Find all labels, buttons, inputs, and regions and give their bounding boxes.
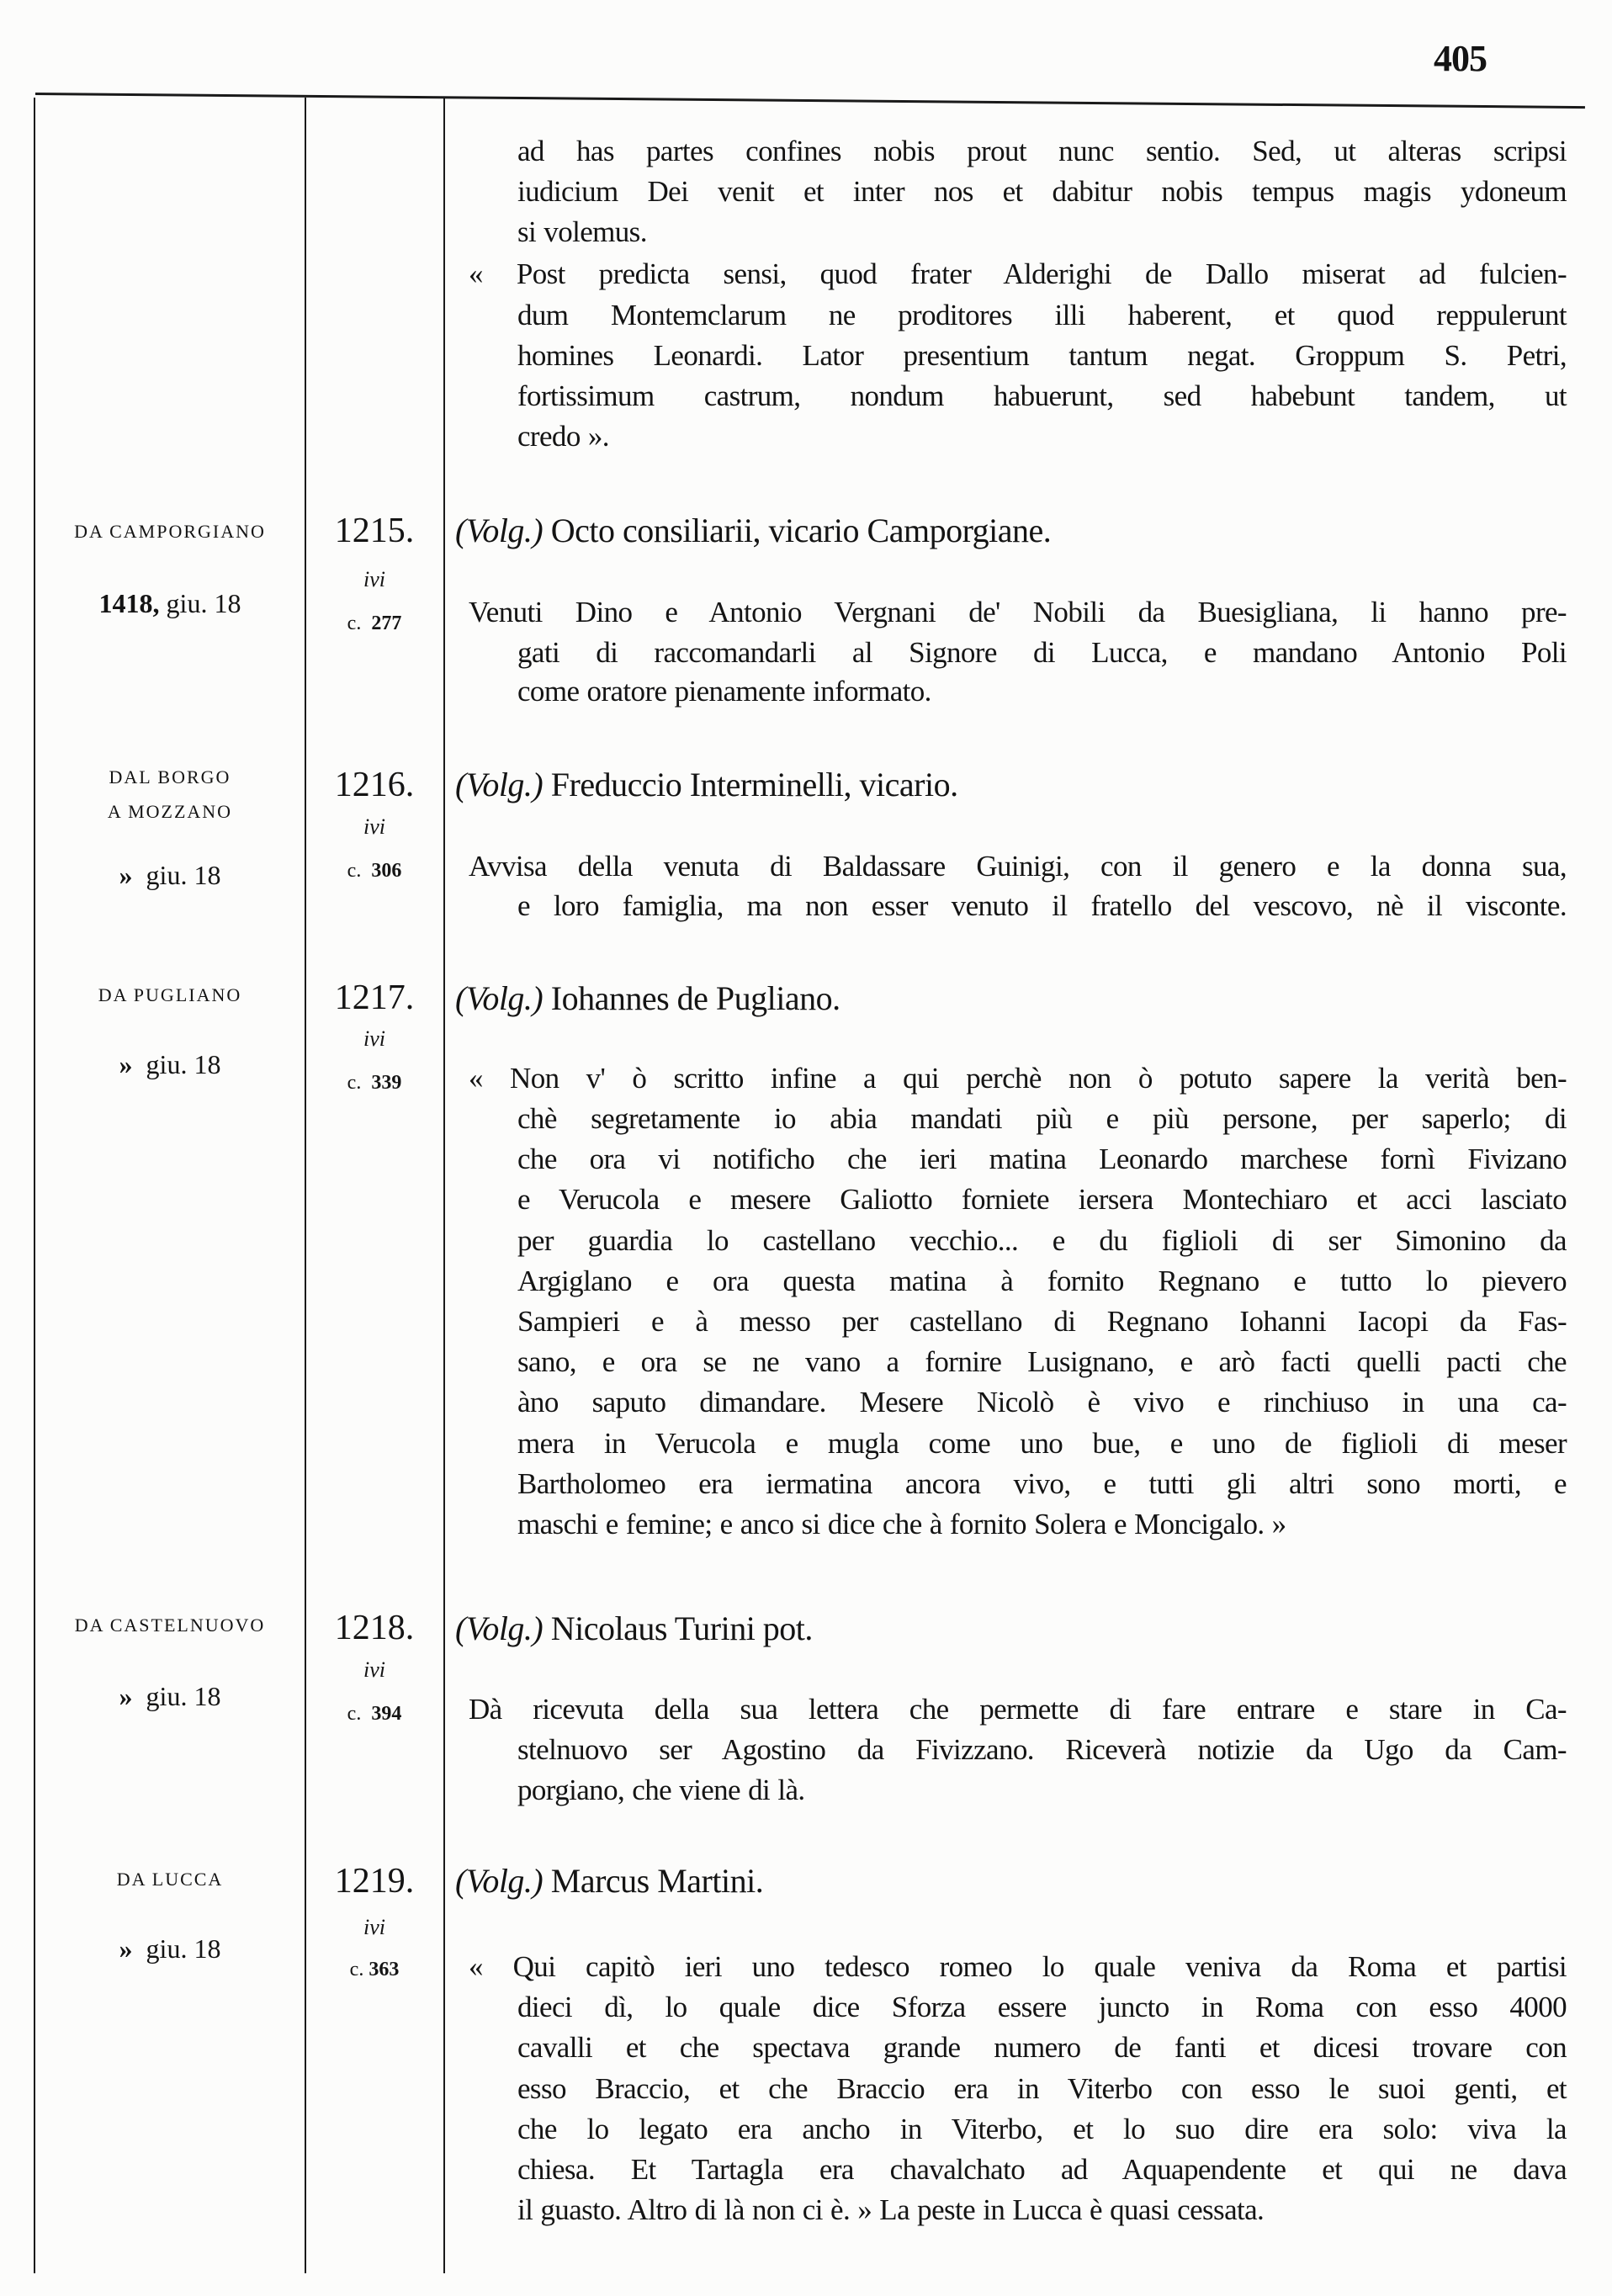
date-day: giu. 18 <box>146 1681 221 1711</box>
text-line: homines Leonardi. Lator presentium tantum negat. Groppum S. Petri, <box>517 339 1567 372</box>
date-label <box>37 1679 303 1713</box>
entry-number: 1216. <box>334 766 415 804</box>
text-line: « Non v' ò scritto infine a qui perchè non ò potuto sapere la verità ben- <box>469 1062 1567 1095</box>
ivi-label: ivi <box>363 567 385 591</box>
carte-prefix: c. <box>347 1703 362 1725</box>
carte-prefix: c. <box>347 860 362 882</box>
text-line: Bartholomeo era iermatina ancora vivo, e tutti gli altri sono morti, e <box>517 1467 1567 1500</box>
column-rule-left <box>34 98 35 2273</box>
text-line: ad has partes confines nobis prout nunc sentio. Sed, ut alteras scripsi <box>517 135 1567 167</box>
volg-tag: (Volg.) <box>455 1609 544 1647</box>
carte-prefix: c. <box>347 612 362 634</box>
ditto-mark: » <box>119 1933 133 1964</box>
text-line: Venuti Dino e Antonio Vergnani de' Nobili da Buesigliana, li hanno pre- <box>469 596 1567 628</box>
place-label-line1: DAL BORGO <box>109 766 231 787</box>
top-rule <box>35 93 1585 109</box>
text-line: gati di raccomandarli al Signore di Lucca, e mandano Antonio Poli <box>517 636 1567 669</box>
text-line: Dà ricevuta della sua lettera che permette di fare entrare e stare in Ca- <box>469 1693 1567 1726</box>
volg-tag: (Volg.) <box>455 979 544 1017</box>
carte-value: 394 <box>371 1703 402 1725</box>
text-line: Argiglano e ora questa matina à fornito Regnano e tutto lo pievero <box>517 1265 1567 1297</box>
text-line: chè segretamente io abia mandati più e più persone, per saperlo; di <box>517 1102 1567 1135</box>
carte-prefix: c. <box>349 1959 364 1980</box>
date-year: 1418, <box>98 588 160 618</box>
ditto-mark: » <box>119 860 133 890</box>
text-line: maschi e femine; e anco si dice che à fornito Solera e Moncigalo. » <box>517 1508 1286 1540</box>
ditto-mark: » <box>119 1681 133 1711</box>
ivi-label: ivi <box>363 814 385 839</box>
column-rule-right <box>443 98 445 2273</box>
place-label-line2: A MOZZANO <box>107 801 233 822</box>
text-line: porgiano, che viene di là. <box>517 1774 805 1806</box>
ivi-label: ivi <box>363 1657 385 1682</box>
text-line: che ora vi notificho che ieri matina Leonardo marchese fornì Fivizano <box>517 1143 1567 1175</box>
sender: Nicolaus Turini pot. <box>550 1609 813 1647</box>
date-label <box>37 586 303 620</box>
carte-reference <box>308 1070 441 1095</box>
carte-reference <box>308 1701 441 1726</box>
date-day: giu. 18 <box>146 1049 221 1079</box>
text-line: esso Braccio, et che Braccio era in Viterbo con esso le suoi genti, et <box>517 2072 1567 2105</box>
text-line: « Qui capitò ieri uno tedesco romeo lo quale veniva da Roma et partisi <box>469 1950 1567 1983</box>
volg-tag: (Volg.) <box>455 512 544 549</box>
text-line: dum Montemclarum ne proditores illi haberent, et quod reppulerunt <box>517 299 1567 331</box>
page-number: 405 <box>1434 38 1487 79</box>
text-line: credo ». <box>517 420 609 453</box>
sender: Freduccio Interminelli, vicario. <box>550 766 958 803</box>
ivi-label: ivi <box>363 1026 385 1051</box>
date-day: giu. 18 <box>146 1933 221 1964</box>
sender: Iohannes de Pugliano. <box>550 979 840 1017</box>
text-line: per guardia lo castellano vecchio... e du figlioli di ser Simonino da <box>517 1224 1567 1257</box>
entry-heading <box>455 1610 813 1647</box>
text-line: mera in Verucola e mugla come uno bue, e uno de figlioli di meser <box>517 1427 1567 1460</box>
date-label <box>37 858 303 892</box>
place-label: DA CASTELNUOVO <box>74 1615 266 1636</box>
carte-value: 363 <box>369 1959 400 1980</box>
text-line: chiesa. Et Tartagla era chavalchato ad Aquapendente et qui ne dava <box>517 2153 1567 2186</box>
carte-value: 277 <box>371 612 402 634</box>
date-day: giu. 18 <box>166 588 241 618</box>
volg-tag: (Volg.) <box>455 1862 544 1900</box>
text-line: iudicium Dei venit et inter nos et dabitur nobis tempus magis ydoneum <box>517 175 1567 208</box>
text-line: « Post predicta sensi, quod frater Alderighi de Dallo miserat ad fulcien- <box>469 257 1567 290</box>
text-line: Sampieri e à messo per castellano di Regnano Iohanni Iacopi da Fas- <box>517 1305 1567 1338</box>
date-day: giu. 18 <box>146 860 221 890</box>
text-line: cavalli et che spectava grande numero de fanti et dicesi trovare con <box>517 2031 1567 2064</box>
carte-reference <box>308 858 441 883</box>
carte-reference <box>308 611 441 636</box>
entry-heading <box>455 980 840 1017</box>
entry-number: 1217. <box>334 978 415 1017</box>
entry-heading <box>455 512 1051 549</box>
text-line: e Verucola e mesere Galiotto forniete iersera Montechiaro et acci lasciato <box>517 1183 1567 1216</box>
entry-number: 1218. <box>334 1609 415 1647</box>
text-line: che lo legato era ancho in Viterbo, et lo suo dire era solo: viva la <box>517 2113 1567 2145</box>
text-line: si volemus. <box>517 215 647 248</box>
entry-heading <box>455 1863 763 1900</box>
entry-number: 1215. <box>334 512 415 550</box>
sender: Octo consiliarii, vicario Camporgiane. <box>550 512 1052 549</box>
text-line: sano, e ora se ne vano a fornire Lusignano, e arò facti quelli pacti che <box>517 1345 1567 1378</box>
text-line: come oratore pienamente informato. <box>517 675 931 708</box>
place-label: DA LUCCA <box>116 1869 224 1890</box>
sender: Marcus Martini. <box>550 1862 764 1900</box>
text-line: fortissimum castrum, nondum habuerunt, sed habebunt tandem, ut <box>517 379 1567 412</box>
carte-value: 306 <box>371 860 402 882</box>
text-line: il guasto. Altro di là non ci è. » La peste in Lucca è quasi cessata. <box>517 2193 1265 2226</box>
date-label <box>37 1047 303 1081</box>
place-label: DA PUGLIANO <box>98 984 242 1005</box>
carte-reference <box>308 1957 441 1982</box>
carte-value: 339 <box>371 1072 402 1094</box>
entry-heading <box>455 766 958 803</box>
volg-tag: (Volg.) <box>455 766 544 803</box>
text-line: àno saputo dimandare. Mesere Nicolò è vivo e rinchiuso in una ca- <box>517 1386 1567 1418</box>
ivi-label: ivi <box>363 1915 385 1939</box>
ditto-mark: » <box>119 1049 133 1079</box>
place-label: DA CAMPORGIANO <box>74 521 266 542</box>
entry-number: 1219. <box>334 1862 415 1901</box>
text-line: e loro famiglia, ma non esser venuto il fratello del vescovo, nè il visconte. <box>517 889 1567 922</box>
text-line: Avvisa della venuta di Baldassare Guinigi, con il genero e la donna sua, <box>469 850 1567 883</box>
column-rule-middle <box>305 98 306 2273</box>
carte-prefix: c. <box>347 1072 362 1094</box>
date-label <box>37 1932 303 1965</box>
text-line: stelnuovo ser Agostino da Fivizzano. Riceverà notizie da Ugo da Cam- <box>517 1733 1567 1766</box>
text-line: dieci dì, lo quale dice Sforza essere juncto in Roma con esso 4000 <box>517 1991 1567 2023</box>
